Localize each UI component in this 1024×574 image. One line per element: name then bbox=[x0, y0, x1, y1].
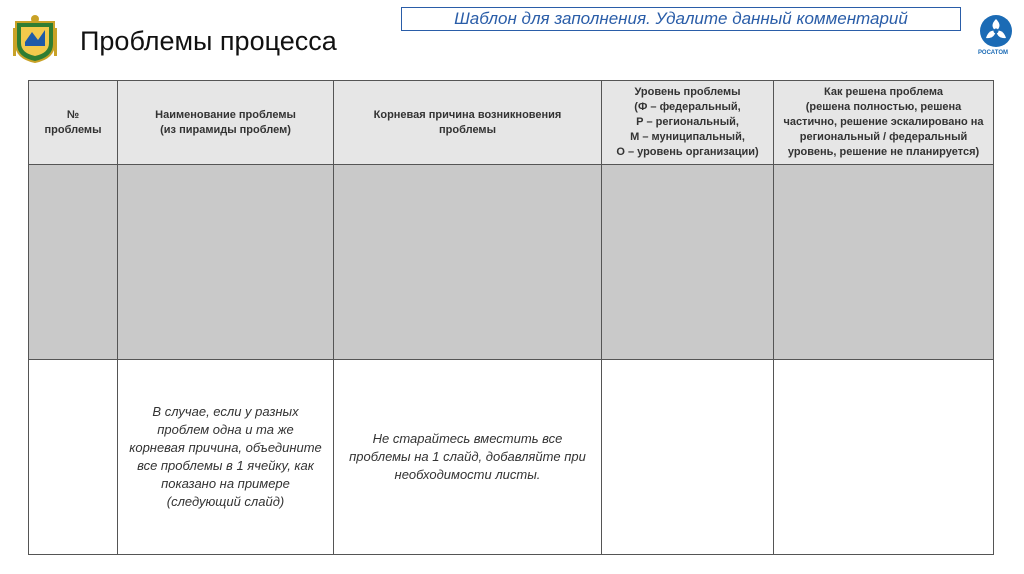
col-header-problem-name: Наименование проблемы (из пирамиды проблем) bbox=[118, 81, 334, 165]
rosatom-atom-icon bbox=[979, 14, 1013, 48]
merge-hint-cell[interactable]: В случае, если у разных проблем одна и та же корневая причина, объедините все проблемы в 1 ячейку, как показано на примере (следующий слайд) bbox=[118, 360, 334, 555]
template-comment: Шаблон для заполнения. Удалите данный комментарий bbox=[401, 7, 961, 31]
table-cell[interactable] bbox=[29, 165, 118, 360]
col-header-root-cause: Корневая причина возникновения проблемы bbox=[334, 81, 602, 165]
table-row bbox=[29, 360, 994, 555]
table-cell[interactable] bbox=[29, 360, 118, 555]
table-header-row bbox=[29, 81, 994, 165]
table-cell[interactable] bbox=[774, 165, 994, 360]
regional-emblem-icon bbox=[12, 14, 58, 64]
table-row bbox=[29, 165, 994, 360]
rosatom-caption: РОСАТОМ bbox=[978, 50, 1008, 56]
table-cell[interactable] bbox=[774, 360, 994, 555]
table-cell[interactable] bbox=[602, 360, 774, 555]
col-header-problem-level: Уровень проблемы (Ф – федеральный, Р – региональный, М – муниципальный, О – уровень организации) bbox=[602, 81, 774, 165]
table-cell[interactable] bbox=[118, 165, 334, 360]
add-sheets-hint-cell[interactable]: Не старайтесь вместить все проблемы на 1 слайд, добавляйте при необходимости листы. bbox=[334, 360, 602, 555]
table-cell[interactable] bbox=[334, 165, 602, 360]
col-header-number: № проблемы bbox=[29, 81, 118, 165]
page-title: Проблемы процесса bbox=[80, 26, 337, 56]
col-header-resolution: Как решена проблема (решена полностью, решена частично, решение эскалировано на региональный / федеральный уровень, решение не планируется) bbox=[774, 81, 994, 165]
rosatom-logo bbox=[970, 14, 1016, 62]
table-cell[interactable] bbox=[602, 165, 774, 360]
problems-table bbox=[28, 80, 994, 555]
